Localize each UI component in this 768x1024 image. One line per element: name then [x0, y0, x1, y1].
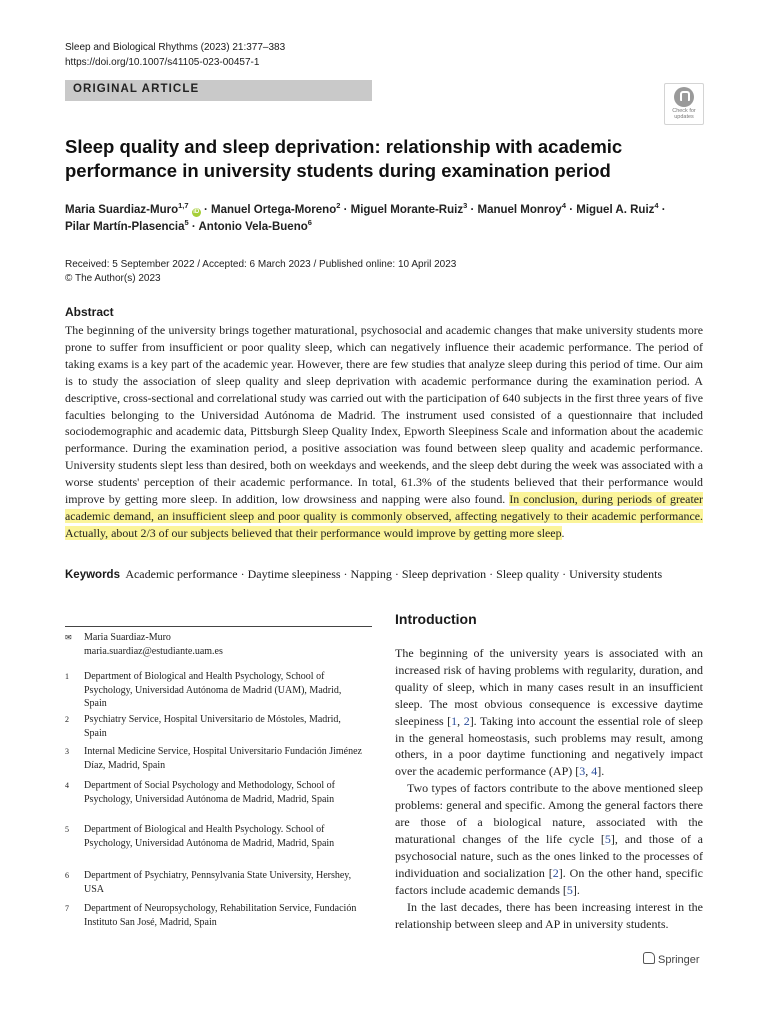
- affiliation-text: Psychiatry Service, Hospital Universitario de Móstoles, Madrid, Spain: [84, 714, 341, 739]
- copyright-line: © The Author(s) 2023: [65, 273, 161, 284]
- author-name[interactable]: Manuel Monroy: [477, 204, 562, 216]
- intro-text: ]. Taking into account the essential role of sleep in the general homeostasis, such problems may result, among others, in a poor daytime functioning and negatively impact over the academic performance (AP) [: [395, 713, 704, 779]
- author-list: Maria Suardiaz-Muro$^{1,7}$ iD · Manuel Ortega-Moreno$^2$ · Miguel Morante-Ruiz$^3$ · Manuel Monroy$^4$ · Miguel A. Ruiz$^4$ · Pilar Martín-Plasencia$^5$ · Antonio Vela-Bueno$^6$: [65, 201, 666, 233]
- affiliation-number: 1: [65, 672, 69, 681]
- affiliation-text: Internal Medicine Service, Hospital Universitario Fundación Jiménez Díaz, Madrid, Spain: [84, 746, 362, 771]
- article-type-label: ORIGINAL ARTICLE: [73, 83, 200, 95]
- affiliation-number: 2: [65, 715, 69, 724]
- correspondence: [65, 631, 365, 658]
- citation-link[interactable]: 3: [579, 764, 586, 779]
- author-affiliation-sup: 4: [561, 201, 566, 211]
- affiliation-number: 7: [65, 904, 69, 913]
- affiliation-5: [65, 823, 365, 850]
- intro-text: ,: [457, 713, 464, 728]
- journal-header: [65, 40, 285, 70]
- intro-text: The beginning of the university years is associated with an increased risk of having problems with regularity, duration, and quality of sleep, which in many cases result in an insufficient sleep. The most obvious consequence is excessive daytime sleepiness [: [395, 646, 703, 728]
- check-for-updates-badge[interactable]: [664, 83, 704, 125]
- affiliation-3: [65, 745, 365, 772]
- footnote-divider: [65, 626, 372, 627]
- citation-link[interactable]: 1: [451, 713, 458, 728]
- affiliation-1: [65, 670, 365, 711]
- author-name[interactable]: Miguel Morante-Ruiz: [350, 204, 464, 216]
- dates-line: Received: 5 September 2022 / Accepted: 6 March 2023 / Published online: 10 April 2023: [65, 259, 457, 270]
- author-affiliation-sup: 6: [307, 218, 312, 228]
- affiliation-text: Department of Biological and Health Psychology, School of Psychology, Universidad Autónoma de Madrid (UAM), Madrid, Spain: [84, 671, 342, 709]
- affiliation-number: 3: [65, 747, 69, 756]
- affiliation-text: Department of Biological and Health Psychology. School of Psychology, Universidad Autónoma de Madrid, Madrid, Spain: [84, 824, 335, 849]
- author-name[interactable]: Antonio Vela-Bueno: [198, 221, 308, 233]
- correspondence-email[interactable]: maria.suardiaz@estudiante.uam.es: [84, 645, 223, 657]
- affiliation-number: 4: [65, 781, 69, 790]
- intro-paragraph: [395, 780, 703, 898]
- author-affiliation-sup: 2: [336, 201, 341, 211]
- author-affiliation-sup: 5: [184, 218, 189, 228]
- intro-text: ].: [597, 764, 605, 779]
- introduction-heading: Introduction: [395, 611, 477, 627]
- bookmark-icon: [674, 87, 694, 107]
- citation-link[interactable]: 4: [591, 764, 598, 779]
- affiliation-2: [65, 713, 365, 740]
- keywords-label: Keywords: [65, 569, 120, 581]
- intro-paragraph: In the last decades, there has been increasing interest in the relationship between sleep and AP in university students.: [395, 899, 703, 931]
- springer-horse-icon: [643, 952, 655, 964]
- introduction-body: [395, 645, 703, 932]
- orcid-icon[interactable]: iD: [193, 209, 200, 215]
- affiliation-text: Department of Social Psychology and Methodology, School of Psychology, Universidad Autónoma de Madrid, Madrid, Spain: [84, 780, 335, 805]
- author-name[interactable]: Manuel Ortega-Moreno: [210, 204, 337, 216]
- author-name[interactable]: Miguel A. Ruiz: [576, 204, 655, 216]
- intro-text: ], and those of a psychosocial nature, such as the ones linked to the processes of individuation and socialization [: [395, 831, 704, 880]
- abstract-end: .: [561, 525, 565, 540]
- intro-text: Two types of factors contribute to the above mentioned sleep problems: general and specific. Among the general factors there are those of a biological nature, associated with the maturational changes of the life cycle [: [395, 781, 703, 846]
- citation-link[interactable]: 2: [552, 865, 559, 880]
- intro-paragraph: [395, 645, 703, 780]
- intro-text: ,: [585, 764, 592, 779]
- envelope-icon: ✉: [65, 633, 72, 642]
- article-title: Sleep quality and sleep deprivation: relationship with academic performance in university students during examination period: [65, 136, 623, 181]
- abstract-text: The beginning of the university brings together maturational, psychosocial and academic changes that make university students more prone to suffer from insufficient or poor quality sleep, which can negatively influence their academic performance. The period of taking exams is a key part of the academic year. However, there are few studies that analyze sleep during this period of time. Our aim is to study the association of sleep quality and sleep deprivation with academic performance during the examination period. A descriptive, cross-sectional and correlational study was carried out with the participation of 640 subjects in the first three years of five faculties belonging to the Universidad Autónoma de Madrid. The instrument used consisted of a questionnaire that included sociodemographic and academic data, Pittsburgh Sleep Quality Index, Epworth Sleepiness Scale and information about the academic performance. During the examination period, a positive association was found between sleep quality and academic performance. University students slept less than desired, both on weekdays and weekends, and the sleep debt during the week was associated with a worse students' perception of their academic performance. In total, 61.3% of the students believed that their performance would improve by getting more sleep. In addition, low drowsiness and napping were also found.: [65, 323, 703, 507]
- intro-text: ]. On the other hand, specific factors include academic demands [: [395, 865, 703, 897]
- publisher-logo: [643, 952, 700, 966]
- author-affiliation-sup: 3: [463, 201, 468, 211]
- affiliation-number: 5: [65, 825, 69, 834]
- doi-link[interactable]: https://doi.org/10.1007/s41105-023-00457-1: [65, 57, 260, 68]
- abstract-highlighted-text: In conclusion, during periods of greater academic demand, an insufficient sleep and poor quality is commonly observed, affecting negatively to their academic performance. Actually, about 2/3 of our subjects believed that their performance would improve by getting more sleep: [65, 492, 704, 540]
- affiliation-7: [65, 902, 365, 929]
- affiliation-text: Department of Psychiatry, Pennsylvania State University, Hershey, USA: [84, 870, 352, 895]
- author-name[interactable]: Maria Suardiaz-Muro: [65, 204, 179, 216]
- keywords-list: Academic performance · Daytime sleepiness · Napping · Sleep deprivation · Sleep quality · University students: [125, 567, 663, 581]
- citation-link[interactable]: 5: [604, 831, 611, 846]
- check-for-updates-label: Check for updates: [672, 108, 696, 120]
- affiliation-4: [65, 779, 365, 806]
- article-type-banner: [65, 80, 372, 101]
- keywords: [65, 566, 715, 583]
- affiliation-text: Department of Neuropsychology, Rehabilitation Service, Fundación Instituto San José, Madrid, Spain: [84, 903, 357, 928]
- journal-citation: Sleep and Biological Rhythms (2023) 21:377–383: [65, 42, 286, 53]
- publication-dates: [65, 258, 665, 286]
- citation-link[interactable]: 2: [463, 713, 470, 728]
- affiliation-6: [65, 869, 365, 896]
- affiliation-number: 6: [65, 871, 69, 880]
- correspondence-name: Maria Suardiaz-Muro: [84, 632, 171, 643]
- author-name[interactable]: Pilar Martín-Plasencia: [65, 221, 185, 233]
- citation-link[interactable]: 5: [566, 882, 573, 897]
- publisher-name: Springer: [658, 954, 700, 966]
- author-affiliation-sup: 1,7: [178, 201, 189, 211]
- author-affiliation-sup: 4: [654, 201, 659, 211]
- abstract-body: [65, 322, 703, 542]
- intro-text: ].: [572, 882, 580, 897]
- abstract-heading: Abstract: [65, 305, 114, 319]
